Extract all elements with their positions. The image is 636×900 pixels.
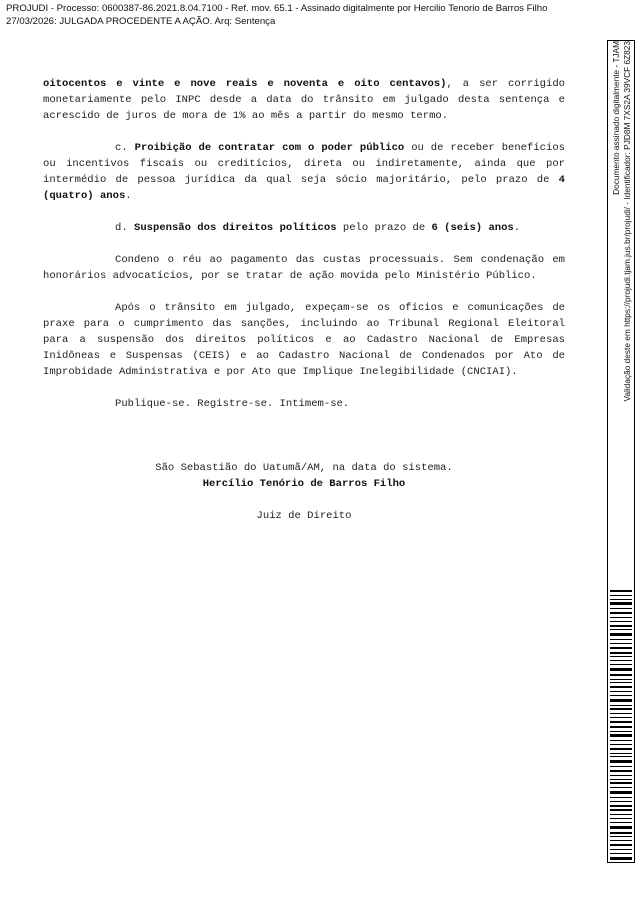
- header-line-2: 27/03/2026: JULGADA PROCEDENTE A AÇÃO. Arq: Sentença: [6, 15, 276, 27]
- item-d-letter: d.: [115, 222, 134, 234]
- barcode-bar: [610, 748, 632, 750]
- paragraph-item-d: [43, 220, 565, 236]
- barcode-bar: [610, 695, 632, 696]
- signature-sidebar: [607, 40, 635, 863]
- item-d-title: Suspensão dos direitos políticos: [134, 222, 337, 234]
- barcode-bar: [610, 832, 632, 834]
- barcode-bar: [610, 608, 632, 609]
- barcode-bar: [610, 595, 632, 596]
- barcode-bar: [610, 840, 632, 841]
- place-date: São Sebastião do Uatumã/AM, na data do sistema.: [155, 462, 453, 474]
- barcode-bar: [610, 656, 632, 657]
- barcode-bar: [610, 731, 632, 732]
- barcode-bar: [610, 791, 632, 794]
- paragraph-costs: Condeno o réu ao pagamento das custas processuais. Sem condenação em honorários advocatícios, por se tratar de ação movida pelo Ministério Público.: [43, 254, 565, 282]
- barcode-bar: [610, 602, 632, 605]
- barcode-bar: [610, 814, 632, 815]
- barcode-bar: [610, 625, 632, 627]
- item-d-years: 6 (seis) anos: [431, 222, 514, 234]
- barcode-bar: [610, 612, 632, 614]
- barcode-bar: [610, 760, 632, 763]
- barcode-bar: [610, 639, 632, 640]
- document-header: [6, 3, 606, 28]
- barcode-bar: [610, 782, 632, 784]
- barcode-bar: [610, 674, 632, 676]
- barcode-bar: [610, 853, 632, 854]
- barcode-bar: [610, 717, 632, 718]
- amount-rest-text: , a ser corrigido monetariamente pelo INPC desde a data do trânsito em julgado desta sentença e acrescido de juros de mora de 1% ao mês a partir do mesmo termo.: [43, 78, 565, 122]
- barcode-bar: [610, 797, 632, 798]
- barcode-bar: [610, 775, 632, 776]
- item-c-text: ou de receber benefícios ou incentivos fiscais ou creditícios, direta ou indiretamente, ainda que por intermédio de pessoa jurídica da qual seja sócio majoritário, pelo prazo de: [43, 142, 565, 186]
- barcode-bar: [610, 787, 632, 788]
- barcode-bar: [610, 705, 632, 706]
- barcode-bar: [610, 836, 632, 837]
- barcode-bar: [610, 691, 632, 692]
- barcode-bar: [610, 779, 632, 780]
- document-body: [43, 76, 565, 524]
- signer-role: Juiz de Direito: [256, 510, 352, 522]
- barcode-bar: [610, 770, 632, 772]
- barcode: [610, 590, 632, 860]
- item-d-end: .: [513, 222, 521, 234]
- barcode-bar: [610, 629, 632, 630]
- barcode-bar: [610, 679, 632, 680]
- barcode-bar: [610, 726, 632, 728]
- barcode-bar: [610, 633, 632, 636]
- signer-name: [43, 476, 565, 492]
- paragraph-item-c: [43, 140, 565, 204]
- paragraph-publish: Publique-se. Registre-se. Intimem-se.: [115, 398, 350, 410]
- barcode-bar: [610, 822, 632, 823]
- amount-bold-text: oitocentos e vinte e nove reais e noventa e oito centavos): [43, 78, 447, 90]
- barcode-bar: [610, 699, 632, 702]
- barcode-bar: [610, 805, 632, 807]
- header-line-1: PROJUDI - Processo: 0600387-86.2021.8.04.7100 - Ref. mov. 65.1 - Assinado digitalmente por Hercilio Tenorio de Barros Filho: [6, 3, 548, 14]
- barcode-bar: [610, 621, 632, 622]
- item-c-letter: c.: [115, 142, 135, 154]
- barcode-bar: [610, 818, 632, 819]
- barcode-bar: [610, 590, 632, 592]
- barcode-bar: [610, 660, 632, 661]
- barcode-bar: [610, 682, 632, 683]
- barcode-bar: [610, 664, 632, 665]
- barcode-bar: [610, 844, 632, 846]
- barcode-bar: [610, 708, 632, 710]
- barcode-bar: [610, 652, 632, 654]
- barcode-bar: [610, 740, 632, 741]
- item-c-title: Proibição de contratar com o poder público: [134, 142, 405, 154]
- barcode-bar: [610, 857, 632, 860]
- barcode-bar: [610, 826, 632, 829]
- validation-line-1: Documento assinado digitalmente - TJAM: [611, 41, 621, 195]
- barcode-bar: [610, 647, 632, 649]
- barcode-bar: [610, 734, 632, 737]
- item-d-text: pelo prazo de: [336, 222, 432, 234]
- barcode-bar: [610, 801, 632, 802]
- paragraph-amount: [43, 76, 565, 124]
- item-c-end: .: [125, 190, 132, 202]
- validation-text: [608, 41, 635, 601]
- barcode-bar: [610, 753, 632, 754]
- barcode-bar: [610, 809, 632, 811]
- barcode-bar: [610, 713, 632, 714]
- barcode-bar: [610, 766, 632, 767]
- paragraph-after-judgment: Após o trânsito em julgado, expeçam-se os ofícios e comunicações de praxe para o cumprimento das sanções, incluindo ao Tribunal Regional Eleitoral para a suspensão dos direitos políticos e ao Cadastro Nacional de Empresas Inidôneas e Suspensas (CEIS) e ao Cadastro Nacional de Condenados por Ato de Improbidade Administrativa e por Ato que Implique Inelegibilidade (CNCIAI).: [43, 302, 565, 378]
- barcode-bar: [610, 756, 632, 757]
- item-c-years: 4 (quatro) anos: [43, 174, 565, 202]
- barcode-bar: [610, 686, 632, 688]
- signer-name-text: Hercílio Tenório de Barros Filho: [202, 478, 406, 490]
- barcode-bar: [610, 617, 632, 618]
- barcode-bar: [610, 744, 632, 745]
- barcode-bar: [610, 849, 632, 850]
- barcode-bar: [610, 721, 632, 723]
- validation-line-2: Validação deste em https://projudi.tjam.jus.br/projudi/ - Identificador: PJD8M 7XS2A 39VCF 6Z823: [622, 41, 632, 402]
- barcode-bar: [610, 599, 632, 600]
- barcode-bar: [610, 668, 632, 671]
- barcode-bar: [610, 643, 632, 644]
